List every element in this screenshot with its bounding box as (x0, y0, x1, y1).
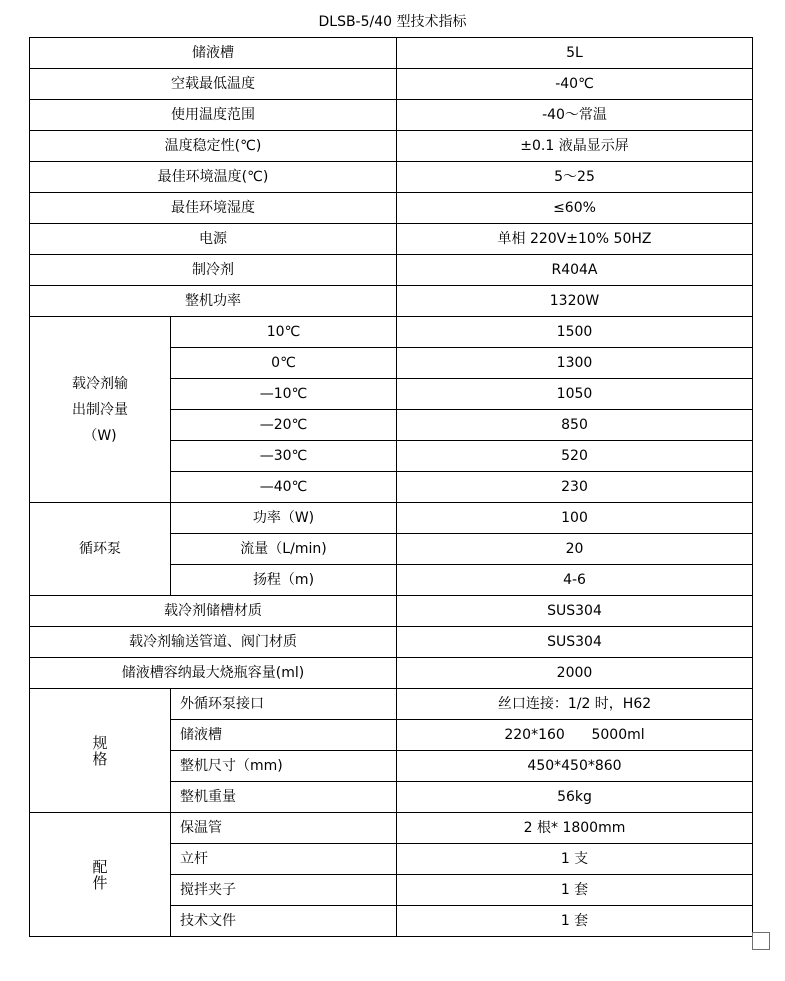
accessories-group-label (30, 813, 171, 937)
cooling-value: 1300 (397, 348, 753, 379)
table-row (30, 317, 753, 348)
row-value: SUS304 (397, 596, 753, 627)
cooling-temp: —30℃ (171, 441, 397, 472)
row-label: 使用温度范围 (30, 100, 397, 131)
spec-group-label (30, 689, 171, 813)
accessory-label: 技术文件 (171, 906, 397, 937)
spec-label: 整机重量 (171, 782, 397, 813)
row-value: R404A (397, 255, 753, 286)
table-row (30, 658, 753, 689)
spec-value: 丝口连接：1/2 时，H62 (397, 689, 753, 720)
row-label: 温度稳定性(℃) (30, 131, 397, 162)
pump-label: 功率（W) (171, 503, 397, 534)
row-label: 最佳环境温度(℃) (30, 162, 397, 193)
spec-group-char: 规 (92, 733, 108, 752)
row-label: 载冷剂储槽材质 (30, 596, 397, 627)
cooling-value: 1500 (397, 317, 753, 348)
spec-value: 450*450*860 (397, 751, 753, 782)
spec-group-char: 格 (92, 749, 108, 768)
row-value: -40～常温 (397, 100, 753, 131)
spec-table (29, 37, 753, 937)
cooling-group-line: 出制冷量 (72, 401, 128, 418)
cooling-temp: 0℃ (171, 348, 397, 379)
pump-label: 扬程（m) (171, 565, 397, 596)
row-label: 空载最低温度 (30, 69, 397, 100)
table-row (30, 813, 753, 844)
cooling-value: 230 (397, 472, 753, 503)
row-label: 载冷剂输送管道、阀门材质 (30, 627, 397, 658)
accessory-value: 1 支 (397, 844, 753, 875)
table-row (30, 38, 753, 69)
page-corner-marker (752, 932, 770, 950)
table-row (30, 503, 753, 534)
pump-value: 20 (397, 534, 753, 565)
row-value: 2000 (397, 658, 753, 689)
table-row (30, 100, 753, 131)
table-row (30, 596, 753, 627)
document-title: DLSB-5/40 型技术指标 (318, 14, 467, 30)
pump-value: 4-6 (397, 565, 753, 596)
row-label: 整机功率 (30, 286, 397, 317)
pump-group-label: 循环泵 (30, 503, 171, 596)
spec-label: 整机尺寸（mm) (171, 751, 397, 782)
row-label: 电源 (30, 224, 397, 255)
pump-label: 流量（L/min) (171, 534, 397, 565)
pump-value: 100 (397, 503, 753, 534)
cooling-group-line: 载冷剂输 (72, 375, 128, 392)
table-row (30, 689, 753, 720)
table-row (30, 162, 753, 193)
row-label: 最佳环境湿度 (30, 193, 397, 224)
row-label: 储液槽容纳最大烧瓶容量(ml) (30, 658, 397, 689)
table-row (30, 286, 753, 317)
row-label: 制冷剂 (30, 255, 397, 286)
cooling-group-label (30, 317, 171, 503)
cooling-temp: —40℃ (171, 472, 397, 503)
spec-label: 外循环泵接口 (171, 689, 397, 720)
cooling-group-line: （W) (83, 427, 117, 444)
spec-label: 储液槽 (171, 720, 397, 751)
accessories-group-char: 配 (92, 857, 108, 876)
table-row (30, 131, 753, 162)
cooling-temp: 10℃ (171, 317, 397, 348)
accessory-label: 保温管 (171, 813, 397, 844)
row-value: ≤60% (397, 193, 753, 224)
row-value: 5～25 (397, 162, 753, 193)
row-value: 5L (397, 38, 753, 69)
cooling-temp: —20℃ (171, 410, 397, 441)
spec-value: 220*160 5000ml (397, 720, 753, 751)
table-row (30, 224, 753, 255)
spec-value: 56kg (397, 782, 753, 813)
accessories-group-char: 件 (92, 873, 108, 892)
cooling-temp: —10℃ (171, 379, 397, 410)
accessory-label: 搅拌夹子 (171, 875, 397, 906)
row-label: 储液槽 (30, 38, 397, 69)
table-row (30, 69, 753, 100)
row-value: ±0.1 液晶显示屏 (397, 131, 753, 162)
accessory-value: 1 套 (397, 875, 753, 906)
table-row (30, 193, 753, 224)
cooling-value: 1050 (397, 379, 753, 410)
spec-table-body (30, 38, 753, 937)
table-row (30, 627, 753, 658)
accessory-value: 2 根* 1800mm (397, 813, 753, 844)
row-value: -40℃ (397, 69, 753, 100)
cooling-value: 520 (397, 441, 753, 472)
table-row (30, 255, 753, 286)
accessory-label: 立杆 (171, 844, 397, 875)
row-value: 单相 220V±10% 50HZ (397, 224, 753, 255)
cooling-value: 850 (397, 410, 753, 441)
accessory-value: 1 套 (397, 906, 753, 937)
row-value: SUS304 (397, 627, 753, 658)
row-value: 1320W (397, 286, 753, 317)
